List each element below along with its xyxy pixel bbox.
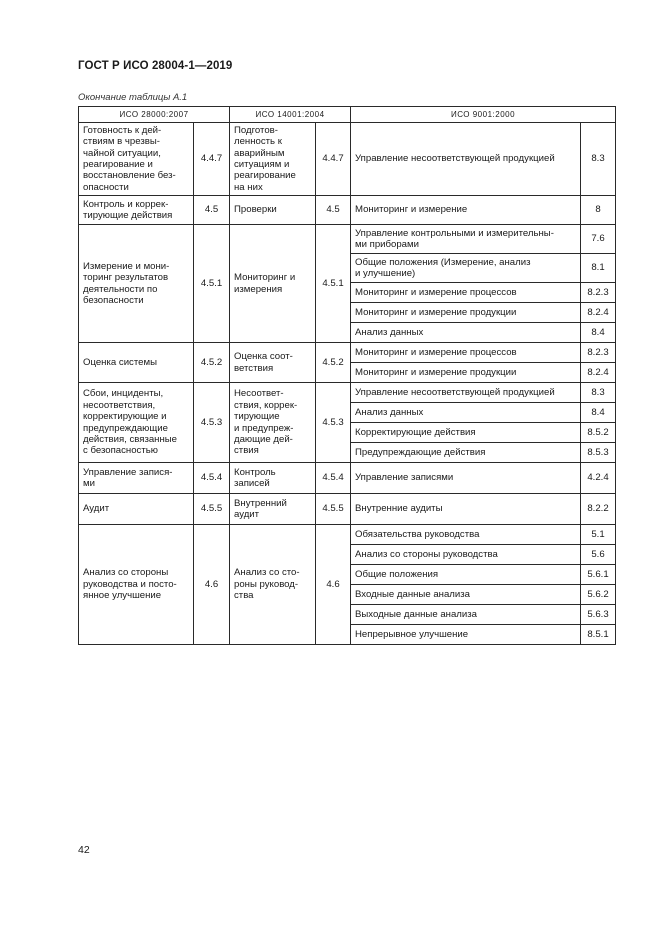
iso14001-clause-title: Проверки <box>230 196 316 225</box>
table-row <box>79 525 616 545</box>
iso9001-clause-number: 8.2.3 <box>581 343 616 363</box>
iso9001-clause-title: Управление несоответствующей продукцией <box>351 123 581 196</box>
iso28000-clause-number: 4.5 <box>194 196 230 225</box>
iso28000-clause-title: Аудит <box>79 494 194 525</box>
table-row <box>79 494 616 525</box>
table-row <box>79 383 616 403</box>
table-header-row <box>79 107 616 123</box>
iso9001-clause-title: Мониторинг и измерение продукции <box>351 363 581 383</box>
iso28000-clause-title: Измерение и мони- торинг результатов деятельности по безопасности <box>79 225 194 343</box>
column-header-iso28000: ИСО 28000:2007 <box>79 107 230 123</box>
iso9001-clause-number: 8.4 <box>581 323 616 343</box>
iso9001-clause-number: 8.2.3 <box>581 283 616 303</box>
iso9001-clause-number: 5.6.3 <box>581 605 616 625</box>
table-row <box>79 225 616 254</box>
iso28000-clause-title: Анализ со стороны руководства и посто- янное улучшение <box>79 525 194 645</box>
iso9001-clause-title: Выходные данные анализа <box>351 605 581 625</box>
iso28000-clause-title: Управление запися- ми <box>79 463 194 494</box>
iso9001-clause-number: 8.3 <box>581 123 616 196</box>
iso9001-clause-title: Обязательства руководства <box>351 525 581 545</box>
iso9001-clause-title: Общие положения (Измерение, анализ и улучшение) <box>351 254 581 283</box>
iso9001-clause-number: 8.3 <box>581 383 616 403</box>
table-row <box>79 123 616 196</box>
iso14001-clause-title: Подготов- ленность к аварийным ситуациям и реагирование на них <box>230 123 316 196</box>
iso14001-clause-title: Несоответ- ствия, коррек- тирующие и предупреж- дающие дей- ствия <box>230 383 316 463</box>
iso28000-clause-number: 4.5.3 <box>194 383 230 463</box>
iso9001-clause-title: Управление контрольными и измерительны- ми приборами <box>351 225 581 254</box>
iso9001-clause-number: 8 <box>581 196 616 225</box>
iso14001-clause-number: 4.5.4 <box>316 463 351 494</box>
iso28000-clause-title: Оценка системы <box>79 343 194 383</box>
iso9001-clause-title: Непрерывное улучшение <box>351 625 581 645</box>
iso14001-clause-title: Оценка соот- ветствия <box>230 343 316 383</box>
iso9001-clause-title: Корректирующие действия <box>351 423 581 443</box>
iso9001-clause-title: Управление записями <box>351 463 581 494</box>
iso9001-clause-title: Мониторинг и измерение процессов <box>351 343 581 363</box>
column-header-iso14001: ИСО 14001:2004 <box>230 107 351 123</box>
iso9001-clause-number: 7.6 <box>581 225 616 254</box>
iso9001-clause-title: Анализ данных <box>351 403 581 423</box>
iso14001-clause-title: Внутренний аудит <box>230 494 316 525</box>
iso14001-clause-title: Мониторинг и измерения <box>230 225 316 343</box>
iso9001-clause-number: 8.2.4 <box>581 363 616 383</box>
iso14001-clause-number: 4.5.5 <box>316 494 351 525</box>
iso28000-clause-title: Контроль и коррек- тирующие действия <box>79 196 194 225</box>
iso9001-clause-number: 5.6.2 <box>581 585 616 605</box>
iso28000-clause-number: 4.6 <box>194 525 230 645</box>
iso14001-clause-title: Контроль записей <box>230 463 316 494</box>
iso14001-clause-number: 4.5 <box>316 196 351 225</box>
iso14001-clause-title: Анализ со сто- роны руковод- ства <box>230 525 316 645</box>
iso28000-clause-number: 4.5.5 <box>194 494 230 525</box>
iso9001-clause-title: Управление несоответствующей продукцией <box>351 383 581 403</box>
table-caption: Окончание таблицы А.1 <box>78 92 188 103</box>
iso28000-clause-number: 4.5.2 <box>194 343 230 383</box>
iso9001-clause-title: Входные данные анализа <box>351 585 581 605</box>
iso9001-clause-title: Внутренние аудиты <box>351 494 581 525</box>
iso28000-clause-number: 4.4.7 <box>194 123 230 196</box>
iso9001-clause-title: Анализ данных <box>351 323 581 343</box>
table-body <box>79 123 616 645</box>
iso9001-clause-title: Анализ со стороны руководства <box>351 545 581 565</box>
iso28000-clause-number: 4.5.1 <box>194 225 230 343</box>
table-row <box>79 343 616 363</box>
iso9001-clause-number: 4.2.4 <box>581 463 616 494</box>
iso14001-clause-number: 4.5.2 <box>316 343 351 383</box>
iso9001-clause-title: Предупреждающие действия <box>351 443 581 463</box>
iso9001-clause-number: 8.2.2 <box>581 494 616 525</box>
iso14001-clause-number: 4.5.1 <box>316 225 351 343</box>
iso9001-clause-number: 8.5.2 <box>581 423 616 443</box>
iso14001-clause-number: 4.6 <box>316 525 351 645</box>
iso9001-clause-title: Общие положения <box>351 565 581 585</box>
page-number: 42 <box>78 844 90 856</box>
iso9001-clause-number: 5.6.1 <box>581 565 616 585</box>
iso9001-clause-title: Мониторинг и измерение <box>351 196 581 225</box>
iso28000-clause-number: 4.5.4 <box>194 463 230 494</box>
table-row <box>79 196 616 225</box>
iso28000-clause-title: Готовность к дей- ствиям в чрезвы- чайной ситуации, реагирование и восстановление без- опасности <box>79 123 194 196</box>
table-row <box>79 463 616 494</box>
column-header-iso9001: ИСО 9001:2000 <box>351 107 616 123</box>
iso9001-clause-title: Мониторинг и измерение процессов <box>351 283 581 303</box>
iso9001-clause-number: 5.1 <box>581 525 616 545</box>
iso9001-clause-number: 8.2.4 <box>581 303 616 323</box>
iso9001-clause-number: 8.1 <box>581 254 616 283</box>
iso28000-clause-title: Сбои, инциденты, несоответствия, корректирующие и предупреждающие действия, связанные с безопасностью <box>79 383 194 463</box>
correspondence-table <box>78 106 616 645</box>
iso14001-clause-number: 4.4.7 <box>316 123 351 196</box>
iso9001-clause-number: 8.4 <box>581 403 616 423</box>
iso9001-clause-number: 8.5.1 <box>581 625 616 645</box>
document-title: ГОСТ Р ИСО 28004-1—2019 <box>78 60 233 72</box>
iso9001-clause-number: 5.6 <box>581 545 616 565</box>
iso9001-clause-title: Мониторинг и измерение продукции <box>351 303 581 323</box>
iso9001-clause-number: 8.5.3 <box>581 443 616 463</box>
iso14001-clause-number: 4.5.3 <box>316 383 351 463</box>
